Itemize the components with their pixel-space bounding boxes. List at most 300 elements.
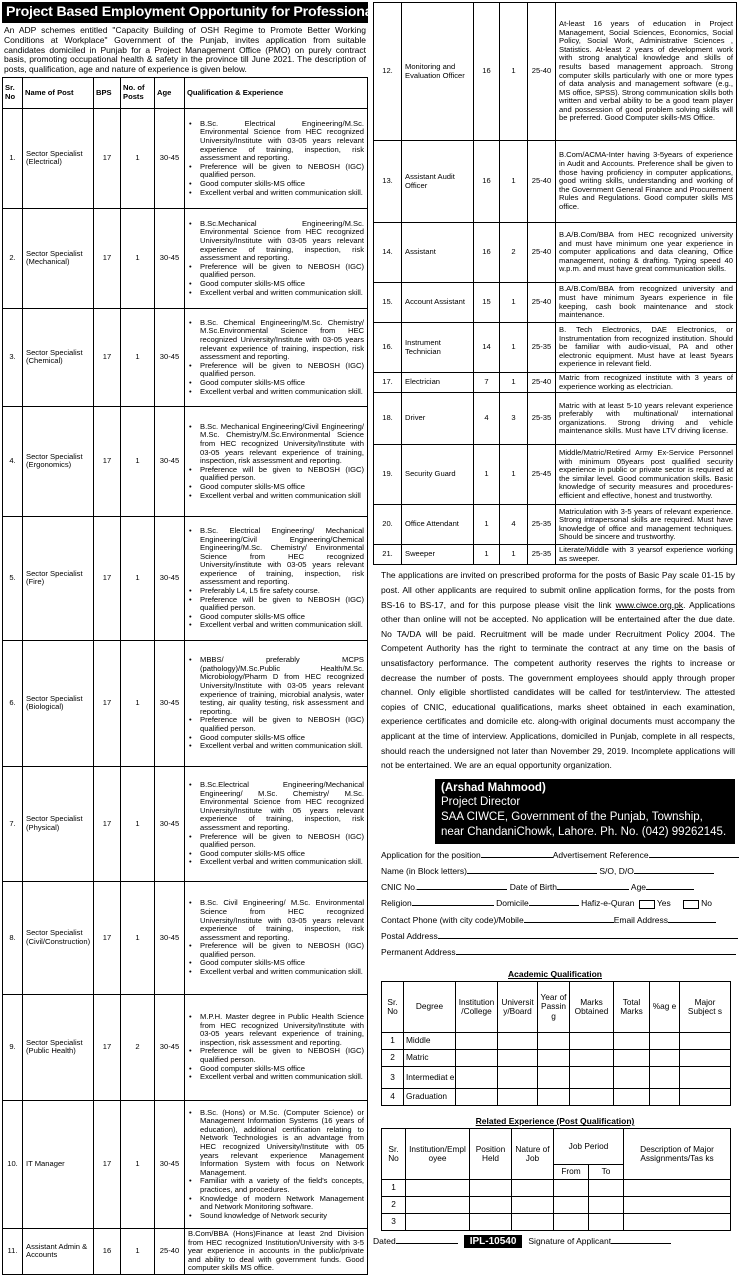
post-qualification (185, 308, 368, 406)
post-name: Sector Specialist (Public Health) (23, 994, 94, 1100)
post-qualification: B.A/B.Com/BBA from HEC recognized university and must have minimum one year experience in computer applications and data cleaning, Office management, noting & drafting. Typing speed 40 w.p.m. and must have great communication skills. (556, 223, 737, 283)
qualification-item: • Excellent verbal and written communication skill. (188, 189, 364, 198)
qualification-item: • B.Sc. Electrical Engineering/ Mechanical Engineering/Civil Engineering/Chemical Engineering/M.Sc. Chemistry/ Environmental Science from HEC recognized University/institute with 03-05 years relevant experience of training, inspection, risk assessment and reporting. (188, 527, 364, 587)
post-name: Sector Specialist (Ergonomics) (23, 406, 94, 516)
table-row (374, 141, 737, 223)
post-name: Sector Specialist (Electrical) (23, 108, 94, 208)
post-name: Driver (402, 393, 474, 445)
academic-cell[interactable] (498, 1089, 538, 1106)
experience-table (381, 1128, 731, 1231)
so-field[interactable] (634, 866, 714, 874)
qualification-list (188, 781, 364, 867)
post-count: 4 (500, 505, 528, 545)
qualification-item: • Good computer skills-MS office (188, 180, 364, 189)
hafiz-no-label: No (701, 898, 712, 909)
qualification-item: • B.Sc. Mechanical Engineering/Civil Engineering/ M.Sc. Chemistry/M.Sc.Environmental Science from HEC recognized University/Institute with 03-05 years relevant experience of training, inspection, risk assessment and reporting. (188, 423, 364, 466)
post-age: 25-35 (528, 323, 556, 373)
post-count: 1 (121, 308, 155, 406)
post-sr: 4. (3, 406, 23, 516)
academic-header: Universit y/Board (498, 982, 538, 1033)
academic-sr: 4 (382, 1089, 404, 1106)
academic-sr: 3 (382, 1067, 404, 1089)
experience-header: Job Period (554, 1129, 624, 1165)
permanent-label: Permanent Address (381, 947, 456, 957)
post-count: 1 (500, 323, 528, 373)
experience-header: Institution/Empl oyee (406, 1129, 470, 1180)
academic-cell[interactable] (680, 1050, 731, 1067)
post-name: Sector Specialist (Physical) (23, 766, 94, 881)
qualification-item: • Preference will be given to NEBOSH (IGC) qualified person. (188, 833, 364, 850)
table-row (374, 545, 737, 565)
qualification-item: • B.Sc. (Hons) or M.Sc. (Computer Science) or Management Information Systems (16 years of education), additional certification relating to Network Technologies is an advantage from HEC recognized University/Institute with 05 years relevant experience Management Information System with focus on Network Management. (188, 1109, 364, 1178)
experience-sr: 1 (382, 1180, 406, 1197)
domicile-field[interactable] (529, 898, 579, 906)
post-bps: 17 (94, 208, 121, 308)
post-age: 30-45 (155, 640, 185, 766)
post-qualification (185, 208, 368, 308)
post-age: 25-40 (528, 373, 556, 393)
qualification-item: • Preference will be given to NEBOSH (IGC) qualified person. (188, 596, 364, 613)
academic-table (381, 981, 731, 1106)
qualification-item: • B.Sc.Electrical Engineering/Mechanical Engineering/ M.Sc. Chemistry/ M.Sc. Environmental Science from HEC recognized University/Institute with 05 years relevant experience of training, inspection, risk assessment and reporting. (188, 781, 364, 833)
post-sr: 1. (3, 108, 23, 208)
qualification-list (188, 120, 364, 197)
name-field[interactable] (467, 866, 597, 874)
qualification-item: • MBBS/ preferably MCPS (pathology)/M.Sc.Public Health/M.Sc. Microbiology/Pharm D from HEC recognized University/Institute with 03-05 years relevant experience of training, microbial analysis, water testing, air quality testing, risk assessment and reporting. (188, 656, 364, 716)
qualification-item: • Good computer skills-MS office (188, 613, 364, 622)
post-bps: 17 (94, 881, 121, 994)
footer (373, 1235, 737, 1253)
post-qualification (185, 994, 368, 1100)
applications-text-1: The applications are invited on prescribed proforma for the posts of Basic Pay scale 01-15 by post. All other applicants are required to submit online application forms, for the posts from BS-16 to BS-17, and for this purpose please visit the link (381, 570, 735, 610)
academic-header: Degree (404, 982, 456, 1033)
post-count: 3 (500, 393, 528, 445)
experience-header: Nature of Job (512, 1129, 554, 1180)
post-qualification (185, 640, 368, 766)
qualification-list (188, 656, 364, 751)
academic-cell[interactable] (570, 1050, 614, 1067)
religion-label: Religion (381, 898, 412, 909)
post-qualification (185, 881, 368, 994)
experience-cell[interactable] (512, 1180, 554, 1197)
qualification-list (188, 1013, 364, 1082)
position-label: Application for the position (381, 849, 481, 860)
post-age: 25-35 (528, 393, 556, 445)
post-bps: 1 (474, 545, 500, 565)
posts-table-right (373, 2, 737, 565)
qualification-item: • Good computer skills-MS office (188, 379, 364, 388)
email-label: Email Address (613, 914, 669, 925)
academic-degree: Intermediat e (404, 1067, 456, 1089)
academic-cell[interactable] (498, 1050, 538, 1067)
post-bps: 17 (94, 108, 121, 208)
qualification-item: • B.Sc.Mechanical Engineering/M.Sc. Environmental Science from HEC recognized University/Institute with 03-05 years relevant experience of training, inspection, risk assessment and reporting. (188, 220, 364, 263)
experience-cell[interactable] (624, 1214, 731, 1231)
post-sr: 18. (374, 393, 402, 445)
post-name: Sector Specialist (Fire) (23, 516, 94, 640)
signatory-address: near ChandaniChowk, Lahore. Ph. No. (042) 99262145. (441, 826, 727, 839)
post-bps: 16 (474, 3, 500, 141)
table-row (3, 881, 368, 994)
hafiz-no-checkbox[interactable] (683, 900, 699, 909)
table-row (3, 640, 368, 766)
academic-cell[interactable] (570, 1089, 614, 1106)
post-name: Sector Specialist (Chemical) (23, 308, 94, 406)
qualification-list (188, 1109, 364, 1221)
experience-row (382, 1197, 731, 1214)
hafiz-yes-label: Yes (656, 898, 671, 909)
academic-cell[interactable] (614, 1067, 650, 1089)
qualification-item: • Excellent verbal and written communication skill. (188, 1073, 364, 1082)
academic-cell[interactable] (456, 1033, 498, 1050)
post-qualification: At-least 16 years of education in Project Management, Social Sciences, Economics, Social Policy, Social Work, Administrative Sciences , Statistics. At-least 2 years of development work with strong analytical knowledge and skills of results based management approach. Strong computer skills particularly with one or more types of data analysis and management software (e.g., MS office, SPSS). Strong communication skills both written and verbal ability to be a good team player and possession of good problem solving skills will be preferred. Good Computer skills-MS Office. (556, 3, 737, 141)
experience-title: Related Experience (Post Qualification) (475, 1116, 635, 1127)
signatory-block (435, 779, 735, 844)
academic-sr: 2 (382, 1050, 404, 1067)
experience-cell[interactable] (406, 1214, 470, 1231)
qualification-item: • Good computer skills-MS office (188, 734, 364, 743)
permanent-field[interactable] (456, 947, 736, 955)
intro-paragraph: An ADP schemes entitled "Capacity Building of OSH Regime to Promote Better Working Conditions at Workplace" Government of the Punjab, invites application from suitable candidates domiciled in Punjab for a Project Management Office (PMO) on purely contract basis, promoting occupational health & safety in the province till June 2021. The description of posts, qualification, age and nature of experience is given below. (4, 25, 366, 75)
academic-header: %ag e (650, 982, 680, 1033)
qualification-item: • Excellent verbal and written communication skill. (188, 968, 364, 977)
post-sr: 11. (3, 1228, 23, 1274)
post-bps: 16 (474, 141, 500, 223)
post-name: Assistant (402, 223, 474, 283)
experience-header: Sr. No (382, 1129, 406, 1180)
post-name: Electrician (402, 373, 474, 393)
post-bps: 16 (474, 223, 500, 283)
post-qualification (185, 516, 368, 640)
header-sr: Sr. No (3, 77, 23, 108)
post-age: 25-40 (528, 3, 556, 141)
post-sr: 8. (3, 881, 23, 994)
academic-degree: Matric (404, 1050, 456, 1067)
post-age: 30-45 (155, 1100, 185, 1228)
academic-header: Year of Passin g (538, 982, 570, 1033)
academic-row (382, 1067, 731, 1089)
post-sr: 9. (3, 994, 23, 1100)
post-bps: 7 (474, 373, 500, 393)
qualification-item: • Excellent verbal and written communication skill. (188, 388, 364, 397)
table-row (3, 208, 368, 308)
qualification-item: • Preference will be given to NEBOSH (IGC) qualified person. (188, 263, 364, 280)
post-bps: 17 (94, 406, 121, 516)
experience-cell[interactable] (554, 1214, 589, 1231)
table-row (374, 505, 737, 545)
domicile-label: Domicile (496, 898, 529, 909)
email-field[interactable] (668, 915, 716, 923)
academic-cell[interactable] (614, 1050, 650, 1067)
academic-cell[interactable] (614, 1033, 650, 1050)
post-bps: 17 (94, 994, 121, 1100)
qualification-list (188, 423, 364, 500)
post-age: 30-45 (155, 308, 185, 406)
dated-field[interactable] (396, 1236, 458, 1244)
post-bps: 17 (94, 766, 121, 881)
experience-cell[interactable] (589, 1180, 624, 1197)
academic-cell[interactable] (538, 1033, 570, 1050)
academic-row (382, 1089, 731, 1106)
post-count: 1 (500, 3, 528, 141)
header-posts: No. of Posts (121, 77, 155, 108)
qualification-item: • Sound knowledge of Network security (188, 1212, 364, 1221)
hafiz-yes-checkbox[interactable] (639, 900, 655, 909)
post-count: 1 (121, 208, 155, 308)
table-row (3, 108, 368, 208)
qualification-item: • Familiar with a variety of the field's concepts, practices, and procedures. (188, 1177, 364, 1194)
academic-header: Marks Obtained (570, 982, 614, 1033)
post-name: Sweeper (402, 545, 474, 565)
age-label: Age (630, 882, 647, 893)
qualification-item: • B.Sc. Electrical Engineering/M.Sc. Environmental Science from HEC recognized University/Institute with 03-05 years relevant experience of training, inspection, risk assessment and reporting. (188, 120, 364, 163)
post-bps: 17 (94, 1100, 121, 1228)
post-count: 1 (121, 108, 155, 208)
post-bps: 14 (474, 323, 500, 373)
ipl-badge: IPL-10540 (464, 1235, 523, 1248)
post-age: 30-45 (155, 994, 185, 1100)
post-count: 1 (500, 283, 528, 323)
qualification-item: • B.Sc. Civil Engineering/ M.Sc. Environmental Science from HEC recognized University/Institute with 03-05 years relevant experience of training, inspection, risk assessment and reporting. (188, 899, 364, 942)
dob-field[interactable] (557, 882, 629, 890)
postal-field[interactable] (438, 931, 738, 939)
qualification-item: • Knowledge of modern Network Management and Network Monitoring software. (188, 1195, 364, 1212)
post-qualification: Middle/Matric/Retired Army Ex-Service Personnel with minimum 05years post qualified security experience in public or private sector is required at the similar level. Good communication skills. Basic knowledge of security measures and procedures- efficient and effective, honest and trustworthy. (556, 445, 737, 505)
academic-cell[interactable] (650, 1033, 680, 1050)
qualification-item: • Excellent verbal and written communication skill. (188, 742, 364, 751)
post-count: 1 (121, 1100, 155, 1228)
so-label: S/O, D/O (599, 866, 634, 877)
header-age: Age (155, 77, 185, 108)
experience-header: Description of Major Assignments/Tas ks (624, 1129, 731, 1180)
application-form (373, 844, 737, 963)
post-qualification: B.Com/BBA (Hons)Finance at least 2nd Division from HEC recognized Institution/University with 3-5 year experience in accounts in the public/private and ability to deal with government funds. Good computer skills MS office. (185, 1228, 368, 1274)
post-name: Assistant Audit Officer (402, 141, 474, 223)
academic-cell[interactable] (650, 1067, 680, 1089)
applications-paragraph (373, 565, 737, 772)
experience-cell[interactable] (470, 1214, 512, 1231)
post-name: Assistant Admin & Accounts (23, 1228, 94, 1274)
experience-cell[interactable] (512, 1197, 554, 1214)
experience-cell[interactable] (406, 1180, 470, 1197)
posts-table-left (2, 77, 368, 1275)
post-qualification (185, 108, 368, 208)
qualification-item: • Excellent verbal and written communication skill. (188, 858, 364, 867)
hafiz-label: Hafiz-e-Quran (581, 898, 635, 909)
table-row (3, 406, 368, 516)
post-age: 25-40 (528, 283, 556, 323)
academic-cell[interactable] (456, 1067, 498, 1089)
post-sr: 10. (3, 1100, 23, 1228)
post-count: 1 (500, 445, 528, 505)
experience-cell[interactable] (554, 1180, 589, 1197)
academic-cell[interactable] (570, 1067, 614, 1089)
table-row (374, 223, 737, 283)
posts-list-right (374, 3, 737, 565)
academic-header: Sr. No (382, 982, 404, 1033)
post-sr: 15. (374, 283, 402, 323)
table-row (374, 393, 737, 445)
post-sr: 12. (374, 3, 402, 141)
academic-cell[interactable] (614, 1089, 650, 1106)
post-bps: 17 (94, 308, 121, 406)
experience-sr: 3 (382, 1214, 406, 1231)
qualification-item: • B.Sc. Chemical Engineering/M.Sc. Chemistry/ M.Sc.Environmental Science from HEC recognized University/Institute with 03-05 years relevant experience of training, inspection, risk assessment and reporting. (188, 319, 364, 362)
post-sr: 6. (3, 640, 23, 766)
signatory-title: Project Director (441, 796, 521, 809)
adv-ref-field[interactable] (649, 850, 739, 858)
academic-degree: Graduation (404, 1089, 456, 1106)
experience-cell[interactable] (624, 1197, 731, 1214)
qualification-item: • Preference will be given to NEBOSH (IGC) qualified person. (188, 466, 364, 483)
academic-cell[interactable] (650, 1089, 680, 1106)
post-age: 30-45 (155, 108, 185, 208)
post-sr: 19. (374, 445, 402, 505)
post-count: 1 (121, 1228, 155, 1274)
post-bps: 16 (94, 1228, 121, 1274)
post-name: Security Guard (402, 445, 474, 505)
post-qualification: B. Tech Electronics, DAE Electronics, or Instrumentation from recognized institution. Should be familiar with audio-visual, PA and other electronic equipment. Must have at least 5years experience in relevant field. (556, 323, 737, 373)
age-field[interactable] (646, 882, 694, 890)
post-qualification (185, 406, 368, 516)
post-age: 25-40 (528, 141, 556, 223)
post-sr: 21. (374, 545, 402, 565)
table-row (374, 283, 737, 323)
academic-cell[interactable] (538, 1067, 570, 1089)
experience-period-header: From (554, 1165, 589, 1180)
post-sr: 5. (3, 516, 23, 640)
experience-cell[interactable] (470, 1180, 512, 1197)
academic-row (382, 1033, 731, 1050)
academic-cell[interactable] (680, 1067, 731, 1089)
contact-label: Contact Phone (with city code)/Mobile (381, 914, 524, 925)
post-qualification: Matric with at least 5-10 years relevant experience preferably with multinational/ international organizations. Strong driving and vehicle maintenance skills. Must have LTV driving license. (556, 393, 737, 445)
qualification-list (188, 899, 364, 976)
academic-cell[interactable] (538, 1089, 570, 1106)
post-name: Monitoring and Evaluation Officer (402, 3, 474, 141)
experience-cell[interactable] (624, 1180, 731, 1197)
contact-field[interactable] (524, 915, 614, 923)
cnic-field[interactable] (417, 882, 507, 890)
qualification-list (188, 319, 364, 396)
academic-cell[interactable] (498, 1033, 538, 1050)
experience-cell[interactable] (512, 1214, 554, 1231)
post-age: 25-40 (528, 223, 556, 283)
posts-list-left (3, 108, 368, 1274)
table-row (3, 1228, 368, 1274)
adv-ref-label: Advertisement Reference (552, 849, 649, 860)
page-title: Project Based Employment Opportunity for Professionals (2, 2, 368, 23)
qualification-item: • Good computer skills-MS office (188, 959, 364, 968)
header-qualification: Qualification & Experience (185, 77, 368, 108)
post-sr: 3. (3, 308, 23, 406)
post-count: 1 (121, 406, 155, 516)
academic-cell[interactable] (680, 1033, 731, 1050)
dob-label: Date of Birth (509, 882, 557, 893)
qualification-item: • Good computer skills-MS office (188, 483, 364, 492)
post-sr: 13. (374, 141, 402, 223)
post-count: 1 (121, 516, 155, 640)
post-bps: 17 (94, 640, 121, 766)
table-row (3, 766, 368, 881)
academic-cell[interactable] (498, 1067, 538, 1089)
experience-cell[interactable] (554, 1197, 589, 1214)
post-age: 25-35 (528, 545, 556, 565)
qualification-item: • Good computer skills-MS office (188, 850, 364, 859)
religion-field[interactable] (412, 898, 494, 906)
post-count: 1 (121, 881, 155, 994)
post-sr: 20. (374, 505, 402, 545)
post-sr: 7. (3, 766, 23, 881)
experience-row (382, 1180, 731, 1197)
academic-cell[interactable] (538, 1050, 570, 1067)
table-row (374, 373, 737, 393)
academic-header: Total Marks (614, 982, 650, 1033)
experience-cell[interactable] (406, 1197, 470, 1214)
post-age: 25-45 (528, 445, 556, 505)
post-name: Sector Specialist (Mechanical) (23, 208, 94, 308)
post-count: 2 (500, 223, 528, 283)
qualification-item: • Preference will be given to NEBOSH (IGC) qualified person. (188, 716, 364, 733)
academic-cell[interactable] (680, 1089, 731, 1106)
post-sr: 17. (374, 373, 402, 393)
academic-sr: 1 (382, 1033, 404, 1050)
post-sr: 16. (374, 323, 402, 373)
post-name: Instrument Technician (402, 323, 474, 373)
qualification-item: • Good computer skills-MS office (188, 1065, 364, 1074)
post-name: IT Manager (23, 1100, 94, 1228)
post-qualification: Literate/Middle with 3 yearsof experience working as sweeper. (556, 545, 737, 565)
post-bps: 1 (474, 445, 500, 505)
website-link[interactable]: www.ciwce.org.pk (615, 599, 684, 610)
table-row (3, 1100, 368, 1228)
experience-cell[interactable] (589, 1214, 624, 1231)
experience-header-row (382, 1129, 731, 1165)
experience-cell[interactable] (470, 1197, 512, 1214)
academic-cell[interactable] (456, 1089, 498, 1106)
signature-label: Signature of Applicant (528, 1236, 612, 1246)
post-qualification: B.Com/ACMA-Inter having 3-5years of experience in Audit and Accounts. Preference shall be given to those having proficiency in computer applications, good writing skills, understanding and working of the Government General Finance and Procurement Rules and Regulations. Good computer skills MS office. (556, 141, 737, 223)
right-column (373, 2, 737, 1247)
left-column (2, 2, 384, 1275)
qualification-item: • Preference will be given to NEBOSH (IGC) qualified person. (188, 942, 364, 959)
post-sr: 14. (374, 223, 402, 283)
qualification-list (188, 220, 364, 297)
position-field[interactable] (481, 850, 553, 858)
post-qualification: Matric from recognized institute with 3 years of experience working as electrician. (556, 373, 737, 393)
applications-text-2: . Applications other than online will not be accepted. No application will be entertained after the due date. No TA/DA will be paid. Recruitment will be made under Recruitment Policy 2004. The Competent Authority has the right to terminate the contract at any time on the basis of unsatisfactory performance. The competent authority reserves the rights to increase or decrease the number of posts. The government employees should apply through proper channel. Only eligible shortlisted candidates will be called for test/interview. The attested copies of CNIC, educational qualifications, marks sheet obtained in each examination, experience certificates and domicile etc. along-with original documents must accompany the applicant at the time of interview. Applications, domiciled in Punjab, complete in all respects, should reach the undersigned not later than November 29, 2019. Incomplete applications will not be entertained. We are an equal opportunity organization. (381, 599, 735, 771)
experience-cell[interactable] (589, 1197, 624, 1214)
signature-field[interactable] (611, 1236, 671, 1244)
post-count: 1 (121, 766, 155, 881)
table-row (3, 516, 368, 640)
post-name: Account Assistant (402, 283, 474, 323)
post-bps: 1 (474, 505, 500, 545)
academic-cell[interactable] (650, 1050, 680, 1067)
academic-cell[interactable] (456, 1050, 498, 1067)
postal-label: Postal Address (381, 930, 438, 941)
post-qualification: Matriculation with 3-5 years of relevant experience. Strong intrapersonal skills are required. Must have knowledge of office and management techniques. Should be sincere and trustworthy. (556, 505, 737, 545)
post-bps: 4 (474, 393, 500, 445)
qualification-item: • Preferably L4, L5 fire safety course. (188, 587, 364, 596)
post-count: 2 (121, 994, 155, 1100)
qualification-item: • Preference will be given to NEBOSH (IGC) qualified person. (188, 1047, 364, 1064)
post-qualification (185, 1100, 368, 1228)
qualification-list (188, 527, 364, 630)
post-qualification (185, 766, 368, 881)
table-row (374, 445, 737, 505)
academic-cell[interactable] (570, 1033, 614, 1050)
